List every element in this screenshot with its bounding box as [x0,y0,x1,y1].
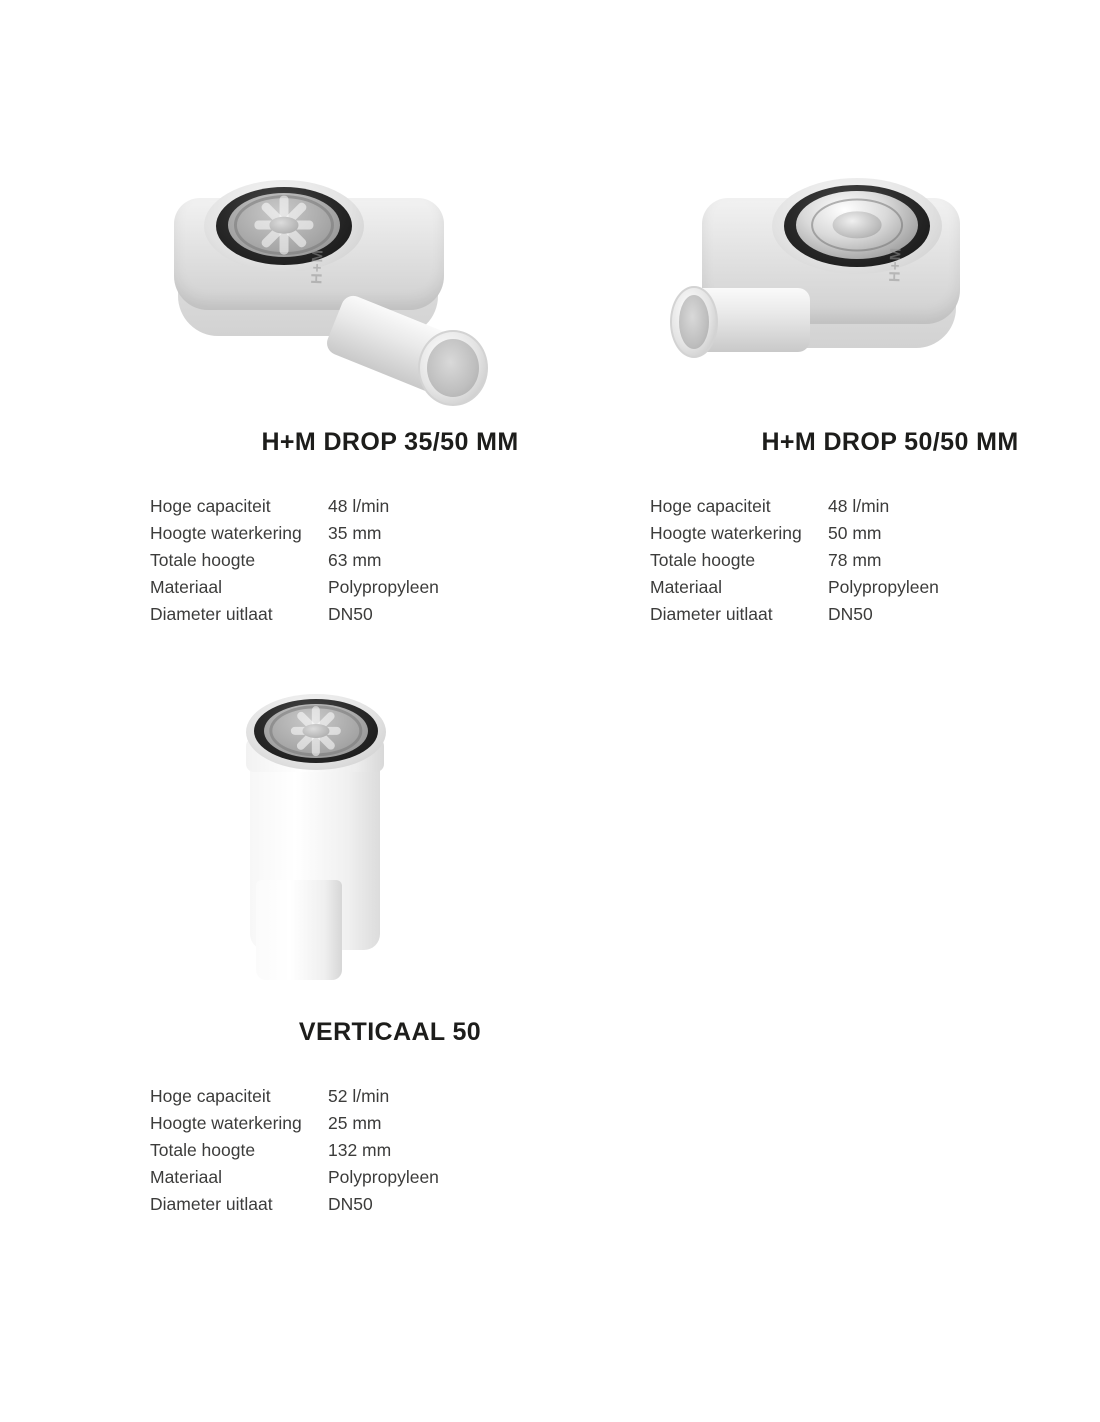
spec-value: Polypropyleen [828,577,939,598]
spec-value: DN50 [328,604,373,625]
spec-value: 35 mm [328,523,382,544]
spec-row [650,522,939,549]
drain-outlet-opening [418,330,488,406]
spec-row [150,1166,439,1193]
spec-label: Hoogte waterkering [150,523,302,544]
spec-table [150,495,439,630]
spec-row [150,1085,439,1112]
spec-row [150,1139,439,1166]
spec-value: 52 l/min [328,1086,390,1106]
spec-value: 25 mm [328,1113,382,1134]
spec-row [650,603,939,630]
spec-label: Hoge capaciteit [150,496,271,516]
spec-value: DN50 [828,604,873,625]
spec-label: Diameter uitlaat [150,1194,273,1215]
product-card-drop-35-50 [140,170,640,630]
brand-emboss: H+M [886,246,905,283]
spec-table [650,495,939,630]
drain-horizontal-grey-35-50-image [160,170,620,420]
spec-value: 50 mm [828,523,882,544]
spec-value: 48 l/min [828,496,890,516]
spec-label: Materiaal [650,577,722,598]
spec-label: Materiaal [150,577,222,598]
spec-value: DN50 [328,1194,373,1215]
spec-row [150,1193,439,1220]
brand-emboss: H+M [308,248,327,285]
drain-horizontal-grey-50-50-image [660,170,1100,420]
spec-row [150,495,439,522]
spec-row [150,1112,439,1139]
drain-outlet-opening [670,286,718,358]
spec-row [150,549,439,576]
spec-row [650,495,939,522]
spec-table [150,1085,439,1220]
spec-row [650,576,939,603]
spec-value: 78 mm [828,550,882,571]
product-card-verticaal-50 [140,680,640,1220]
spec-value: 132 mm [328,1140,392,1161]
spec-row [150,603,439,630]
product-card-drop-50-50 [640,170,1100,630]
spec-value: 48 l/min [328,496,390,516]
spec-label: Totale hoogte [650,550,756,571]
spec-label: Diameter uitlaat [650,604,773,625]
spec-label: Hoogte waterkering [150,1113,302,1134]
spec-label: Hoge capaciteit [150,1086,271,1106]
drain-grate [264,704,368,758]
product-title: VERTICAAL 50 [298,1018,482,1046]
spec-row [150,576,439,603]
spec-value: Polypropyleen [328,577,439,598]
spec-label: Hoge capaciteit [650,496,771,516]
drain-grate [228,193,340,257]
drain-vertical-white-50-image [160,680,620,1010]
spec-row [150,522,439,549]
spec-label: Diameter uitlaat [150,604,273,625]
spec-value: 63 mm [328,550,382,571]
spec-value: Polypropyleen [328,1167,439,1188]
product-title: H+M DROP 50/50 MM [761,428,1019,456]
drain-outlet-stub [256,880,342,980]
product-title: H+M DROP 35/50 MM [261,428,519,456]
spec-label: Totale hoogte [150,550,256,571]
spec-row [650,549,939,576]
spec-label: Totale hoogte [150,1140,256,1161]
spec-label: Materiaal [150,1167,222,1188]
spec-label: Hoogte waterkering [650,523,802,544]
